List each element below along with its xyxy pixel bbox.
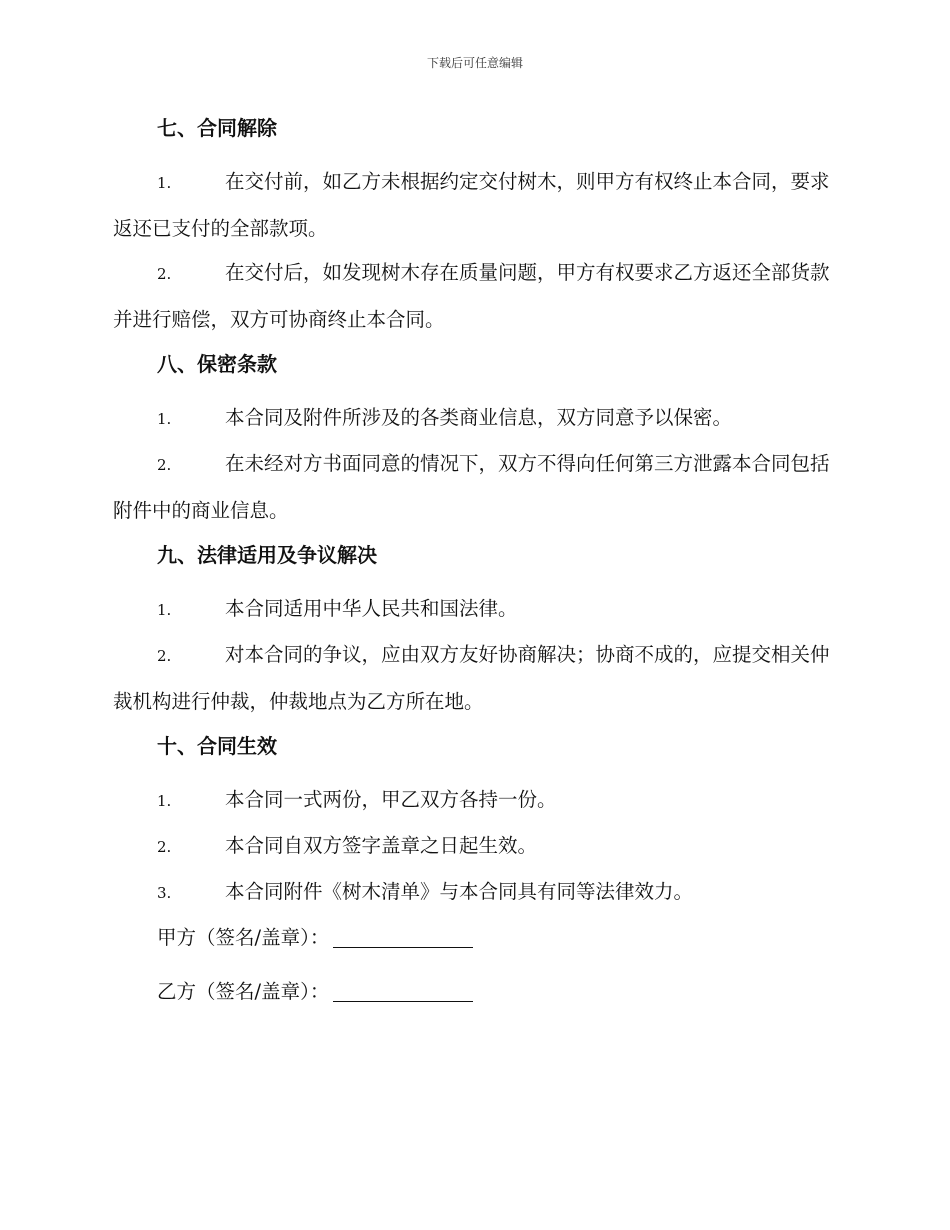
section-title: 七、合同解除 [157, 116, 277, 140]
clause-number: 1. [157, 174, 172, 192]
clause [113, 777, 835, 824]
clause-number: 1. [157, 601, 172, 619]
clause-number: 1. [157, 792, 172, 810]
signature-party-b [157, 978, 835, 1006]
clause [113, 159, 835, 251]
signature-party-a [157, 924, 835, 952]
clause-text: 本合同一式两份，甲乙双方各持一份。 [225, 788, 557, 811]
clause-text: 本合同及附件所涉及的各类商业信息，双方同意予以保密。 [225, 406, 733, 429]
signature-label: 甲方（签名/盖章）： [157, 926, 330, 949]
clause [113, 395, 835, 442]
signature-blank-line [333, 925, 473, 948]
section-title: 八、保密条款 [157, 352, 277, 376]
clause-text: 在交付前，如乙方未根据约定交付树木，则甲方有权终止本合同，要求返还已支付的全部款项。 [113, 170, 830, 240]
clause-text: 本合同自双方签字盖章之日起生效。 [225, 834, 538, 857]
clause-number: 3. [157, 884, 172, 902]
clause [113, 441, 835, 533]
contract-body [113, 114, 835, 1032]
section-effectiveness [113, 732, 835, 916]
section-confidentiality [113, 350, 835, 533]
signature-blank-line [333, 979, 473, 1002]
clause [113, 869, 835, 916]
clause-text: 对本合同的争议，应由双方友好协商解决；协商不成的，应提交相关仲裁机构进行仲裁，仲裁地点为乙方所在地。 [113, 643, 830, 713]
clause-number: 2. [157, 456, 172, 474]
clause [113, 823, 835, 870]
clause-text: 本合同适用中华人民共和国法律。 [225, 597, 518, 620]
clause-text: 本合同附件《树木清单》与本合同具有同等法律效力。 [225, 880, 694, 903]
clause [113, 250, 835, 342]
section-termination [113, 114, 835, 342]
section-governing-law [113, 541, 835, 724]
clause-number: 2. [157, 647, 172, 665]
clause [113, 632, 835, 724]
section-title: 十、合同生效 [157, 734, 277, 758]
clause-number: 1. [157, 410, 172, 428]
clause-number: 2. [157, 838, 172, 856]
clause-text: 在未经对方书面同意的情况下，双方不得向任何第三方泄露本合同包括附件中的商业信息。 [113, 452, 830, 522]
section-title: 九、法律适用及争议解决 [157, 543, 377, 567]
signature-label: 乙方（签名/盖章）： [157, 980, 330, 1003]
clause [113, 586, 835, 633]
clause-number: 2. [157, 265, 172, 283]
page-header-note: 下载后可任意编辑 [426, 56, 523, 70]
clause-text: 在交付后，如发现树木存在质量问题，甲方有权要求乙方返还全部货款并进行赔偿，双方可协商终止本合同。 [113, 261, 830, 331]
